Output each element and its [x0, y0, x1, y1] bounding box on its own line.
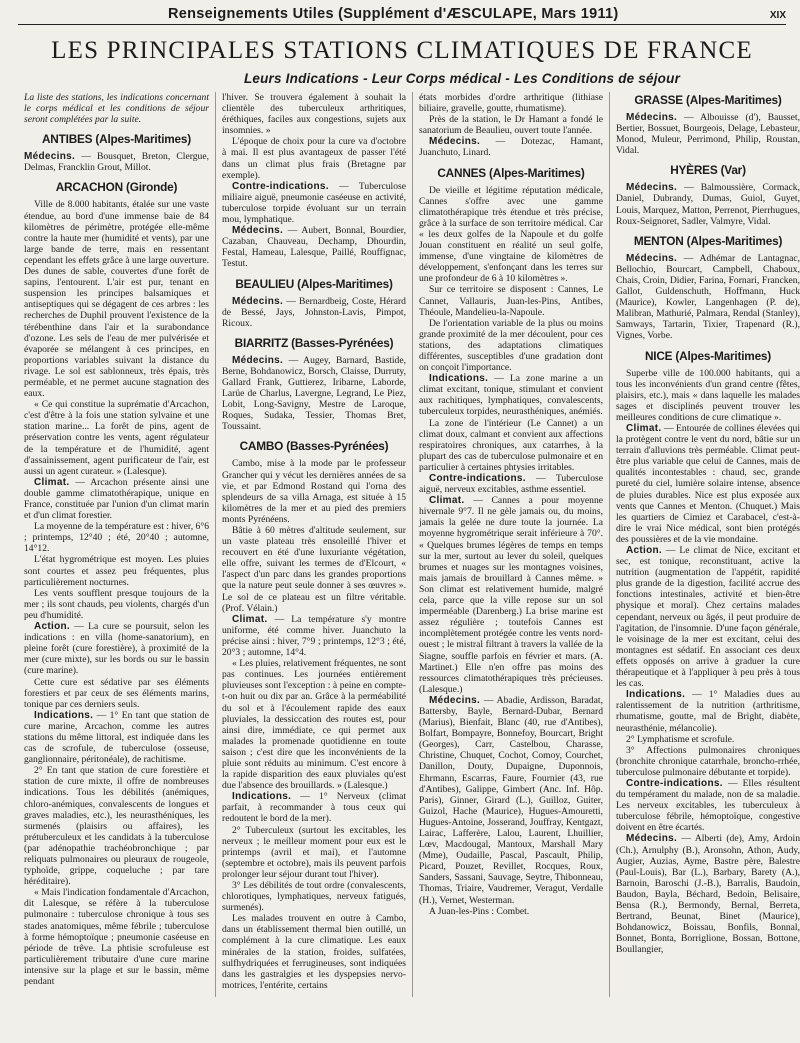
station-heading-cannes: CANNES (Alpes-Maritimes) — [437, 165, 585, 180]
paragraph: La moyenne de la température est : hiver, 6°6 ; printemps, 12°40 ; été, 20°40 ; automne, 14°12. — [24, 521, 209, 555]
climat-text: — La température s'y montre uniforme, été comme hiver. Juanchuto la précise ainsi : hiver, 7°9 ; printemps, 12°3 ; été, 20°3 ; automne, 14°4. — [222, 613, 406, 659]
paragraph: Superbe ville de 100.000 habitants, qui a tous les inconvénients d'un grand centre (fêtes, plaisirs, etc.), mais « dans laquelle les malades sages et disciplinés peuvent trouver les meilleures conditions de cure climatique ». — [616, 367, 800, 423]
medecins-label: Médecins. — [626, 182, 678, 194]
indications-label: Indications. — [34, 709, 94, 721]
contre-indications-text: — Tuberculose aiguë, nerveux excitables, asthme essentiel. — [419, 473, 603, 496]
station-heading-nice: NICE (Alpes-Maritimes) — [644, 348, 772, 363]
paragraph: 3° Les débilités de tout ordre (convalescents, chlorotiques, lymphatiques, nerveux fatigués, surmenés). — [222, 880, 406, 914]
indications-text: — 1° En tant que station de cure marine, Arcachon, comme les autres stations du même littoral, est indiquée dans les cas de scrofule, de tuberculose (osseuse, ganglionnaire, péritonéale), de rachitisme. — [24, 709, 209, 766]
medecins-label: Médecins. — [232, 354, 284, 366]
paragraph: « Ce qui constitue la suprématie d'Arcachon, c'est d'être à la fois une station sylvaine et une station marine... La forêt de pins, agent de préservation contre les vents, agent régulateur de la température et de l'humidité, agent d'assainissement, agent purificateur de l'air, est aussi un agent curateur. » (Lalesque). — [24, 399, 209, 477]
doctor-list: — Bernardbeig, Coste, Hérard de Bessé, Jays, Johnston-Lavis, Pimpot, Ricoux. — [222, 295, 406, 329]
paragraph: Cambo, mise à la mode par le professeur Grancher qui y vécut les dernières années de sa vie, et par Edmond Rostand qui l'orna des splendeurs de sa villa Arnaga, est située à 15 kilomètres de la mer et au pied des premiers monts Pyrénéens. — [222, 458, 406, 525]
action-label: Action. — [626, 545, 662, 556]
intro-note: La liste des stations, les indications concernant le corps médical et les conditions de séjour seront complétées par la suite. — [24, 92, 209, 126]
doctor-list: — Aubert, Bonnal, Bourdier, Cazaban, Chauveau, Dechamp, Dhourdin, Festal, Hameau, Lalesque, Paillé, Rouffignac, Testut. — [222, 225, 406, 270]
action-section — [616, 545, 800, 689]
cannes-doctors — [419, 695, 603, 906]
medecins-label: Médecins. — [626, 112, 678, 123]
station-heading-antibes: ANTIBES (Alpes-Maritimes) — [41, 132, 192, 147]
contre-indications-section — [222, 181, 406, 225]
doctor-list: — Albouisse (d'), Bausset, Bertier, Bossuet, Bourgeois, Delage, Lebasteur, Monod, Muleur, Perrimond, Philip, Roustan, Vidal. — [616, 112, 800, 157]
page-title: LES PRINCIPALES STATIONS CLIMATIQUES DE FRANCE — [51, 37, 753, 64]
indications-text: — La zone marine a un climat excitant, tonique, stimulant et convient aux rachitiques, lymphatiques, convalescents, tuberculeux torpides, neurasthéniques, anémiés. — [419, 373, 603, 418]
indications-label: Indications. — [429, 373, 489, 385]
medecins-label: Médecins. — [232, 295, 284, 307]
indications-text: — 1° Maladies dues au ralentissement de la nutrition (arthritisme, rhumatisme, goutte, mal de Bright, diabète, neurasthénie, mélancolie). — [616, 689, 800, 734]
indications-section — [24, 710, 209, 765]
station-heading-biarritz: BIARRITZ (Basses-Pyrénées) — [234, 335, 394, 350]
doctor-list: — Abadie, Ardisson, Baradat, Battersby, Bayle, Bernard-Dubar, Bernard (Marius), Bienfait, Blanc (40, rue d'Antibes), Bolfart, Bompayre, Bonnefoy, Bourcart, Bright (Georges), Carr, Castelbou, Charasse, Christine, Chuquet, Cochot, Comoy, Courchet, Danillon, Douty, Dupaigne, Duponnois, Ehrmann, Escarras, Faure, Fournier (43, rue d'Antibes), Galippe, Gimbert (Anc. Inf. Hôp. Paris), Ginner, Girard (L.), Guilloz, Guiter, Guizol, Hache (Maurice), Hugues-Amouretti, Hugues-Antoine, Josserand, Jouffray, Kentgazt, Lairac, Lafferère, Lalou, Laurent, Lhuillier, Lœv, Macdougal, Mantoux, Marshall Mary (Mme), Oudaille, Pascal, Pascault, Philip, Picard, Pouzet, Revillet, Rocques, Roux, Sanders, Sassani, Sauvage, Seytre, Thibonneau, Thomas, Triaire, Vaudremer, Veragut, Verdalle (H.), Vernet, Westerman. — [419, 694, 604, 906]
running-title: Renseignements Utiles (Supplément d'ÆSCULAPE, Mars 1911) — [168, 6, 619, 22]
paragraph: 2° En tant que station de cure forestière et station de cure mixte, il offre de nombreuses indications. Tous les débilités (anémiques, chloro-anémiques, convalescents de longues et graves maladies, etc.), les neurasthéniques, les surmenés (plaisirs ou affaires), les prétuberculeux et les candidats à la tuberculose (par adénopathie trachéobronchique ; par reliquats pulmonaires ou pleuraux de rougeole, typhoïde, grippe, coqueluche ; par tare héréditaire). — [24, 765, 209, 888]
paragraph: La zone de l'intérieur (Le Cannet) a un climat doux, calmant et convient aux affections respiratoires chroniques, aux catarrhes, à la plupart des cas de tuberculose pulmonaire et en particulier à certaines phtysies irritables. — [419, 417, 603, 473]
grasse-doctors — [616, 112, 800, 156]
action-text: — La cure se poursuit, selon les indications : en villa (home-sanatorium), en pleine forêt (cure forestière), à proximité de la mer (cure mixte), sur les bords ou sur le bassin (cure marine). — [24, 621, 209, 677]
climat-label: Climat. — [429, 495, 465, 507]
paragraph: états morbides d'ordre arthritique (lithiase biliaire, gravelle, goutte, rhumatisme). — [419, 92, 603, 115]
paragraph: Bâtie à 60 mètres d'altitude seulement, sur un vaste plateau très ensoleillé l'hiver et recouvert en été d'une luxuriante végétation, elle offre, suivant les termes de d'Elcourt, « l'aspect d'un parc dans les grandes proportions que la nature peut seule donner à ses œuvres ». Le sol de ce plateau est un filtre véritable. (Prof. Vélain.) — [222, 525, 406, 614]
station-heading-hyeres: HYÈRES (Var) — [670, 163, 746, 178]
action-text: — Le climat de Nice, excitant et sec, est tonique, reconstituant, active la nutrition (augmentation de l'appétit, rapidité plus grande de la digestion, facilité accrue des fonctions intestinales, activité et bien-être physique et moral). Chez certains malades cependant, nerveux ou âgés, il peut produire de l'agitation, de l'insomnie. D'une façon générale, le voisinage de la mer est excitant, celui des montagnes est sédatif. En associant ces deux effets opposés on arrive à graduer la cure thérapeutique et à l'appliquer à peu près à tous les cas. — [616, 545, 800, 690]
climat-section — [24, 477, 209, 521]
station-heading-grasse: GRASSE (Alpes-Maritimes) — [634, 93, 782, 107]
climat-label: Climat. — [626, 422, 662, 434]
cambo-doctors — [419, 136, 603, 158]
paragraph: Sur ce territoire se disposent : Cannes, Le Cannet, Vallauris, Juan-les-Pins, Antibes, Théoule, Mandelieu-la-Napoule. — [419, 284, 603, 318]
climat-text: — Entourée de collines élevées qui la protègent contre le vent du nord, bâtie sur un terrain d'alluvions très perméable. Climat peut-être plus variable que celui de Cannes, mais de qualités incontestables : chaud, sec, grande pureté du ciel, lumière solaire intense, absence de pluies durables. Nice est plus exposée aux vents que Cannes et Menton. (Chuquet.) Mais les quartiers de Cimiez et Carabacel, c'est-à-dire le vrai Nice médical, sont bien protégés des poussières et de la vie mondaine. — [616, 422, 800, 545]
indications-section — [222, 791, 406, 824]
paragraph: Cette cure est sédative par ses éléments forestiers et par ceux de ses éléments marins, tonique par ces derniers seuls. — [24, 676, 209, 710]
medecins-label: Médecins. — [232, 225, 284, 237]
hyeres-doctors — [616, 182, 800, 226]
contre-indications-label: Contre-indications. — [626, 777, 723, 789]
paragraph: L'époque de choix pour la cure va d'octobre à mai. Il est plus avantageux de passer l'été dans un climat plus frais (Bretagne par exemple). — [222, 136, 406, 181]
climat-section — [419, 495, 603, 695]
indications-section — [419, 373, 603, 417]
doctor-list: — Bousquet, Breton, Clergue, Delmas, Francklin Grout, Millot. — [24, 151, 209, 174]
arcachon-doctors — [222, 225, 406, 269]
climat-text: — Arcachon présente ainsi une double gamme climatothérapique, unique en France, constituée par l'union d'un climat marin et d'un climat forestier. — [24, 476, 209, 522]
medecins-label: Médecins. — [24, 151, 76, 163]
paragraph: Les malades trouvent en outre à Cambo, dans un établissement thermal bien outillé, un complément à la cure climatique. Les eaux minérales de la station, froides, sulfatées, sulfhydriquées et ferrugineuses, sont indiquées dans les gastralgies et les dyspepsies nervo-motrices, l'entérite, certains — [222, 913, 406, 991]
indications-text: — 1° Nerveux (climat parfait, à recommander à tous ceux qui redoutent le bord de la mer). — [222, 791, 407, 825]
doctor-list: — Balmoussière, Cormack, Daniel, Dubrandy, Dumas, Guiol, Guyet, Louis, Marquez, Matton, Perrenot, Pierrhugues, Roux-Seignoret, Sadler, Valmyre, Vidal. — [616, 182, 800, 227]
contre-indications-text: — Elles résultent du tempérament du malade, non de sa maladie. Les nerveux excitables, les tuberculeux à tuberculose fébrile, hémoptoïque, congestive doivent en être écartés. — [616, 777, 800, 834]
contre-indications-section — [616, 778, 800, 833]
paragraph: l'hiver. Se trouvera également à souhait la clientèle des tuberculeux arthritiques, éréthiques, faciles aux congestions, sujets aux insomnies. » — [222, 92, 406, 137]
column-3 — [412, 92, 609, 997]
climat-label: Climat. — [232, 613, 268, 625]
paragraph: 2° Lymphatisme et scrofule. — [626, 733, 735, 745]
indications-label: Indications. — [626, 689, 686, 701]
contre-indications-label: Contre-indications. — [429, 473, 526, 484]
climat-section — [616, 423, 800, 545]
climat-section — [222, 614, 406, 658]
column-4 — [609, 92, 800, 997]
climat-text: — Cannes a pour moyenne hivernale 9°7. Il ne gèle jamais ou, du moins, jamais la gelée ne dure toute la journée. La moyenne hygrométrique serait inférieure à 70°. « Quelques brumes légères de temps en temps sur la mer, surtout au lever du soleil, quelques brumes et nuages sur les montagnes voisines, mais jamais de brouillard à Cannes même. » Son climat est relativement humide, malgré cela, parce que la ville repose sur un sol imperméable (Darenberg.) La brise marine est assez régulière ; toutefois Cannes est incomplètement protégée contre les vents nord-ouest ; le mistral filtrant à travers la vallée de la Siagne, souffle parfois en février et mars. (A. Martinet.) Elle n'en offre pas moins des ressources climatothérapiques très précieuses. (Lalesque.) — [419, 495, 603, 695]
menton-doctors — [616, 253, 800, 342]
medecins-label: Médecins. — [626, 252, 678, 264]
doctor-list: — Dotezac, Hamant, Juanchuto, Linard. — [419, 136, 604, 159]
column-2 — [215, 92, 412, 997]
paragraph: 2° Tuberculeux (surtout les excitables, les nerveux ; le meilleur moment pour eux est le printemps (avril et mai), et l'automne (septembre et octobre), mais ils peuvent parfois prolonger leur séjour durant tout l'hiver). — [222, 824, 406, 880]
action-section — [24, 621, 209, 676]
article-columns — [18, 92, 800, 997]
biarritz-doctors — [222, 355, 406, 433]
medecins-label: Médecins. — [429, 694, 481, 706]
climat-label: Climat. — [34, 476, 70, 488]
paragraph: Près de la station, le Dr Hamant a fondé le sanatorium de Beaulieu, ouvert toute l'année. — [419, 114, 603, 137]
station-heading-arcachon: ARCACHON (Gironde) — [55, 180, 178, 195]
station-heading-menton: MENTON (Alpes-Maritimes) — [633, 233, 783, 248]
column-1 — [18, 92, 215, 997]
indications-label: Indications. — [232, 791, 292, 803]
paragraph: « Les pluies, relativement fréquentes, ne sont pas continues. Les journées entièrement pluvieuses sont l'exception : à peine en compte-t-on huit ou dix par an. Grâce à la perméabilité du sol et à l'écoulement rapide des eaux pluviales, la dessiccation des routes est, pour ainsi dire, immédiate, ce qui permet aux malades la promenade quotidienne en toute saison ; c'est dire que les inconvénients de la pluie sont réduits au minimum. C'est encore à la rapide disparition des eaux pluviales qu'est due l'absence des brouillards. » (Lalesque.) — [222, 658, 406, 792]
paragraph: De l'orientation variable de la plus ou moins grande proximité de la mer découlent, pour ces stations, des adaptations climatiques différentes, susceptibles d'une gradation dont on conçoit l'importance. — [419, 317, 603, 374]
juan-les-pins-note: A Juan-les-Pins : Combet. — [429, 905, 530, 917]
paragraph: Ville de 8.000 habitants, étalée sur une vaste étendue, au bord d'une immense baie de 84 kilomètres de périmètre, protégée elle-même contre la haute mer (humidité et vents), par une large bande de terre, mais en ressentant cependant les effets grâce à une large ouverture. Des dunes de sable, couvertes d'une forêt de sapins, l'entourent. L'air est pur, tenant en suspension les principes balsamiques et antiseptiques qui se dégagent de ces arbres : les recherches de Duphil prouvent l'existence de la térébenthine dans l'air et la surabondance d'ozone. Les sels de l'eau de mer pulvérisée et évaporée se mélangent à ces principes, en proportions variables suivant la distance du rivage. Le sol est sablonneux, très épais, très perméable, et ne permet aucune stagnation des eaux. — [24, 199, 209, 400]
paragraph: 3° Affections pulmonaires chroniques (bronchite chronique catarrhale, broncho-rrhée, tuberculose pulmonaire débutante et torpide). — [616, 744, 800, 778]
nice-doctors — [616, 833, 800, 955]
paragraph: « Mais l'indication fondamentale d'Arcachon, dit Lalesque, se réfère à la tuberculose pulmonaire : tuberculose chronique à tous ses stades anatomiques, même fébrile ; tuberculose à forme hémoptoïque ; pneumonie caséeuse en période de trêve. La phtisie scrofuleuse est particulièrement tributaire d'une cure marine intensive sur la plage et sur le bassin, même pendant — [24, 887, 209, 988]
antibes-doctors — [24, 151, 209, 173]
page-number: XIX — [769, 10, 786, 21]
indications-section — [616, 689, 800, 733]
beaulieu-doctors — [222, 296, 406, 329]
running-head — [18, 6, 786, 25]
paragraph: De vieille et légitime réputation médicale, Cannes s'offre avec une gamme climatothérapique très étendue et très précise, grâce à la surface de son territoire médical. Car « les deux golfes de la Napoule et du golfe Jouan constituent en réalité un seul golfe, immense, d'une vingtaine de kilomètres de développement, s'enfonçant dans les terres sur une profondeur de 6 à 10 kilomètres ». — [419, 184, 603, 285]
doctor-list: — Augey, Barnard, Bastide, Berne, Bohdanowicz, Borsch, Claisse, Durruty, Gallard Frank, Guttierez, Iribarne, Laborde, Larüe de Charlus, Lavergne, Legrand, Le Piez, Lobit, Long-Savigny, Mestre de Laroque, Roques, Sudaka, Tessier, Thomas Bret, Toussaint. — [222, 354, 406, 433]
contre-indications-section — [419, 473, 603, 495]
page-subtitle: Leurs Indications - Leur Corps médical - Les Conditions de séjour — [243, 71, 681, 86]
station-heading-cambo: CAMBO (Basses-Pyrénées) — [239, 439, 389, 454]
contre-indications-label: Contre-indications. — [232, 180, 329, 192]
paragraph: L'état hygrométrique est moyen. Les pluies sont courtes et assez peu fréquentes, plus particulièrement nocturnes. — [24, 554, 209, 588]
doctor-list: — Alberti (de), Amy, Ardoin (Ch.), Arnulphy (B.), Aronsohn, Athon, Audy, Augier, Auzias, Ayme, Bastre père, Balestre (Paul-Louis), Bar (L.), Barbary, Barety (A.), Barnoin, Baroschi (J.-B.), Barralis, Baudoin, Baudon, Bayla, Béchard, Bedoin, Belisaire, Bensa (R.), Bermondy, Bernal, Berreta, Bertrand, Beunat, Binet (Maurice), Bohdanowicz, Boissau, Bonfils, Bonnal, Bonnet, Bonta, Borriglione, Bossan, Bottone, Boullangier, — [616, 833, 800, 956]
action-label: Action. — [34, 621, 70, 633]
contre-indications-text: — Tuberculose miliaire aiguë, pneumonie caséeuse en activité, tuberculose torpide évoluant sur un terrain mou, lymphatique. — [222, 180, 406, 226]
doctor-list: — Adhémar de Lantagnac, Bellochio, Bourcart, Campbell, Chaboux, Chais, Croin, Didier, Farina, Fornari, Francken, Gallot, Guldenschuth, Hoffmann, Huck (Maurice), Kowler, Langenhagen (P. de), Malibran, Mathurié, Palmara, Rendal (Stanley), Samways, Tartarin, Tixier, Trapenard (R.), Vignes, Vorbe. — [616, 252, 800, 342]
medecins-label: Médecins. — [626, 833, 678, 845]
station-heading-beaulieu: BEAULIEU (Alpes-Maritimes) — [235, 276, 393, 291]
paragraph: Les vents soufflent presque toujours de la mer ; ils sont chauds, peu violents, chargés d'un peu d'humidité. — [24, 587, 209, 621]
medecins-label: Médecins. — [429, 136, 481, 148]
